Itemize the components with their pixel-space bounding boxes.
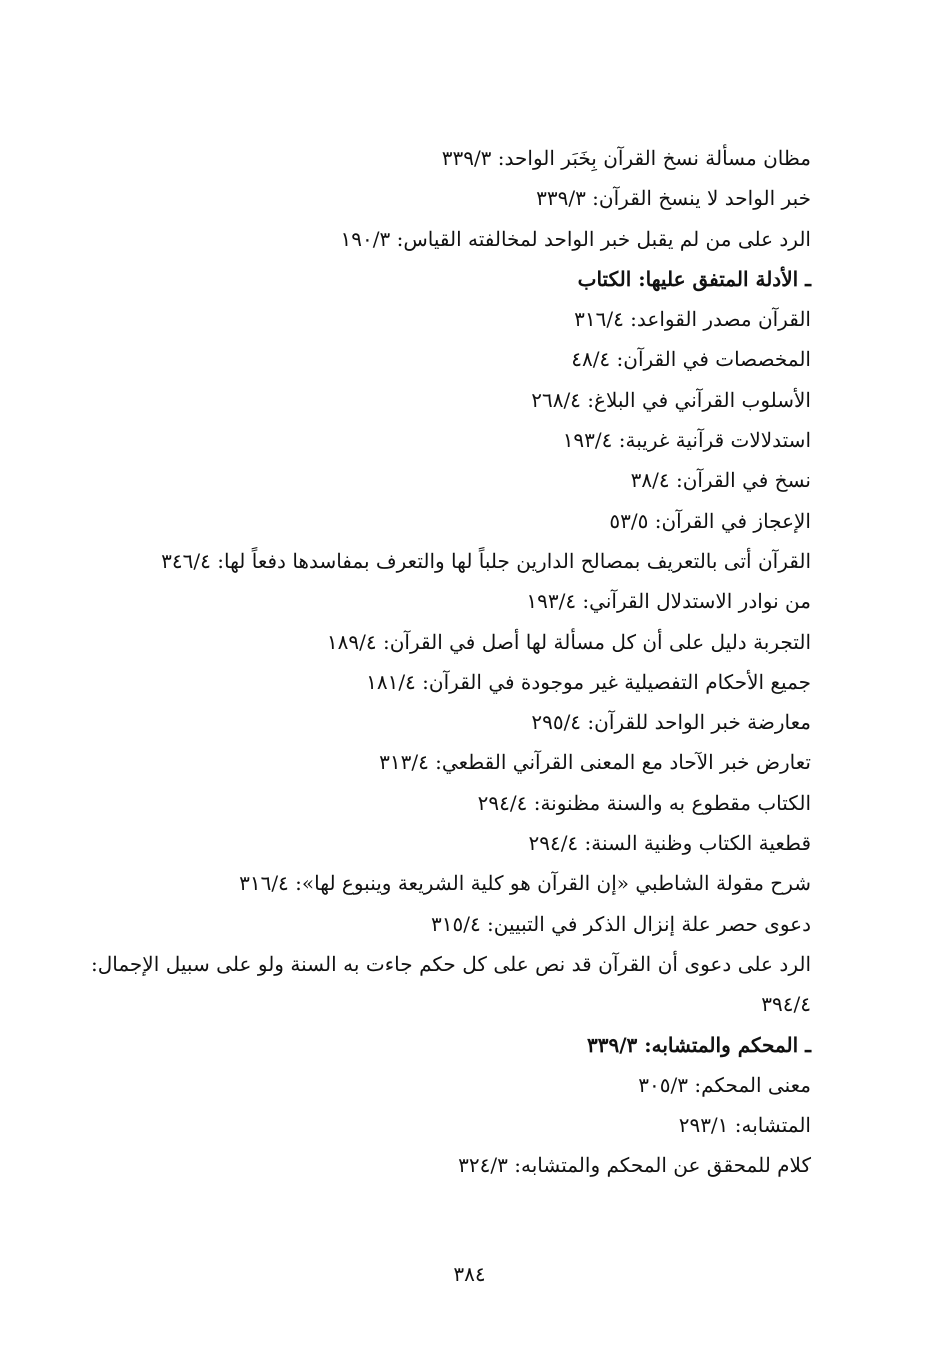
index-entry: مظان مسألة نسخ القرآن بِخَبَر الواحد: ٣٣٩/٣ [441,146,811,170]
index-entry: جميع الأحكام التفصيلية غير موجودة في القرآن: ١٨١/٤ [366,669,811,694]
index-entry: القرآن أتى بالتعريف بمصالح الدارين جلباً لها والتعرف بمفاسدها دفعاً لها: ٣٤٦/٤ [161,548,811,573]
index-entry: استدلالات قرآنية غريبة: ١٩٣/٤ [562,428,811,453]
page-number: ٣٨٤ [453,1262,486,1286]
index-entry: من نوادر الاستدلال القرآني: ١٩٣/٤ [526,589,811,614]
index-entry: شرح مقولة الشاطبي «إن القرآن هو كلية الشريعة وينبوع لها»: ٣١٦/٤ [239,871,811,896]
index-entry: المتشابه: ٢٩٣/١ [678,1113,811,1138]
index-entry: نسخ في القرآن: ٣٨/٤ [630,468,811,493]
index-entry: الكتاب مقطوع به والسنة مظنونة: ٢٩٤/٤ [477,790,811,815]
index-entry: الإعجاز في القرآن: ٥٣/٥ [609,508,811,533]
index-entry: كلام للمحقق عن المحكم والمتشابه: ٣٢٤/٣ [458,1153,811,1178]
index-entry: قطعية الكتاب وظنية السنة: ٢٩٤/٤ [528,831,811,856]
index-entry: الأسلوب القرآني في البلاغ: ٢٦٨/٤ [531,387,811,412]
index-entry: خبر الواحد لا ينسخ القرآن: ٣٣٩/٣ [536,186,811,211]
index-entry: المخصصات في القرآن: ٤٨/٤ [571,347,811,372]
index-entries [91,138,811,1186]
index-entry: دعوى حصر علة إنزال الذكر في التبيين: ٣١٥/٤ [430,911,811,936]
index-entry: القرآن مصدر القواعد: ٣١٦/٤ [574,307,811,332]
index-entry: الرد على دعوى أن القرآن قد نص على كل حكم جاءت به السنة ولو على سبيل الإجمال: ٣٩٤/٤ [91,951,811,1017]
index-entry: تعارض خبر الآحاد مع المعنى القرآني القطعي: ٣١٣/٤ [379,750,811,775]
section-heading: ـ المحكم والمتشابه: ٣٣٩/٣ [586,1032,811,1057]
index-entry: التجربة دليل على أن كل مسألة لها أصل في القرآن: ١٨٩/٤ [326,629,811,654]
section-heading: ـ الأدلة المتفق عليها: الكتاب [577,266,811,291]
index-entry: الرد على من لم يقبل خبر الواحد لمخالفته القياس: ١٩٠/٣ [340,226,811,251]
index-entry: معارضة خبر الواحد للقرآن: ٢٩٥/٤ [531,710,811,735]
index-entry: معنى المحكم: ٣٠٥/٣ [638,1072,811,1097]
